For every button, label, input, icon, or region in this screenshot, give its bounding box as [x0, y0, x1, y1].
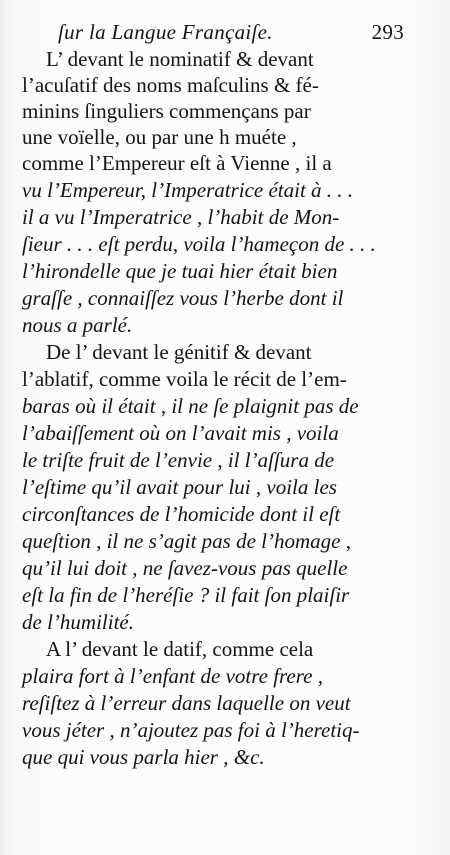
- text-line: graſſe , connaiſſez vous l’herbe dont il: [22, 286, 344, 310]
- text-line: qu’il lui doit , ne ſavez-vous pas quelle: [22, 556, 348, 580]
- text-line: vous jéter , n’ajoutez pas foi à l’heretiq-: [22, 718, 360, 742]
- text-line: ſieur . . . eſt perdu, voila l’hameçon de . . .: [22, 232, 376, 256]
- text-line: l’abaiſſement où on l’avait mis , voila: [22, 421, 339, 445]
- running-title: ſur la Langue Françaiſe.: [58, 20, 273, 44]
- text-line: plaira fort à l’enfant de votre frere ,: [22, 664, 323, 688]
- text-line: nous a parlé.: [22, 313, 133, 337]
- text-line: de l’humilité.: [22, 610, 134, 634]
- text-line: l’acuſatif des noms maſculins & fé-: [22, 73, 319, 97]
- page-number: 293: [371, 20, 404, 44]
- text-line: une voïelle, ou par une h muéte ,: [22, 125, 297, 149]
- text-line: queſtion , il ne s’agit pas de l’homage ,: [22, 529, 351, 553]
- text-line: l’hirondelle que je tuai hier était bien: [22, 259, 338, 283]
- text-line: reſiſtez à l’erreur dans laquelle on veut: [22, 691, 351, 715]
- text-line: l’eſtime qu’il avait pour lui , voila les: [22, 475, 337, 499]
- text-line: l’ablatif, comme voila le récit de l’em-: [22, 367, 347, 391]
- text-line: eſt la fin de l’heréſie ? il fait ſon plaiſir: [22, 583, 350, 607]
- text-line: le triſte fruit de l’envie , il l’aſſura de: [22, 448, 335, 472]
- text-line: baras où il était , il ne ſe plaignit pas de: [22, 394, 359, 418]
- text-line: minins ſinguliers commençans par: [22, 99, 311, 123]
- text-line: comme l’Empereur eſt à Vienne , il a: [22, 151, 332, 175]
- text-line: que qui vous parla hier , &c.: [22, 745, 265, 769]
- text-line: L’ devant le nominatif & devant: [46, 47, 314, 71]
- text-line: il a vu l’Imperatrice , l’habit de Mon-: [22, 205, 340, 229]
- text-line: circonſtances de l’homicide dont il eſt: [22, 502, 341, 526]
- text-line: De l’ devant le génitif & devant: [46, 340, 312, 364]
- text-line: vu l’Empereur, l’Imperatrice était à . . .: [22, 178, 354, 202]
- page-header: [58, 20, 404, 46]
- text-line: A l’ devant le datif, comme cela: [46, 637, 314, 661]
